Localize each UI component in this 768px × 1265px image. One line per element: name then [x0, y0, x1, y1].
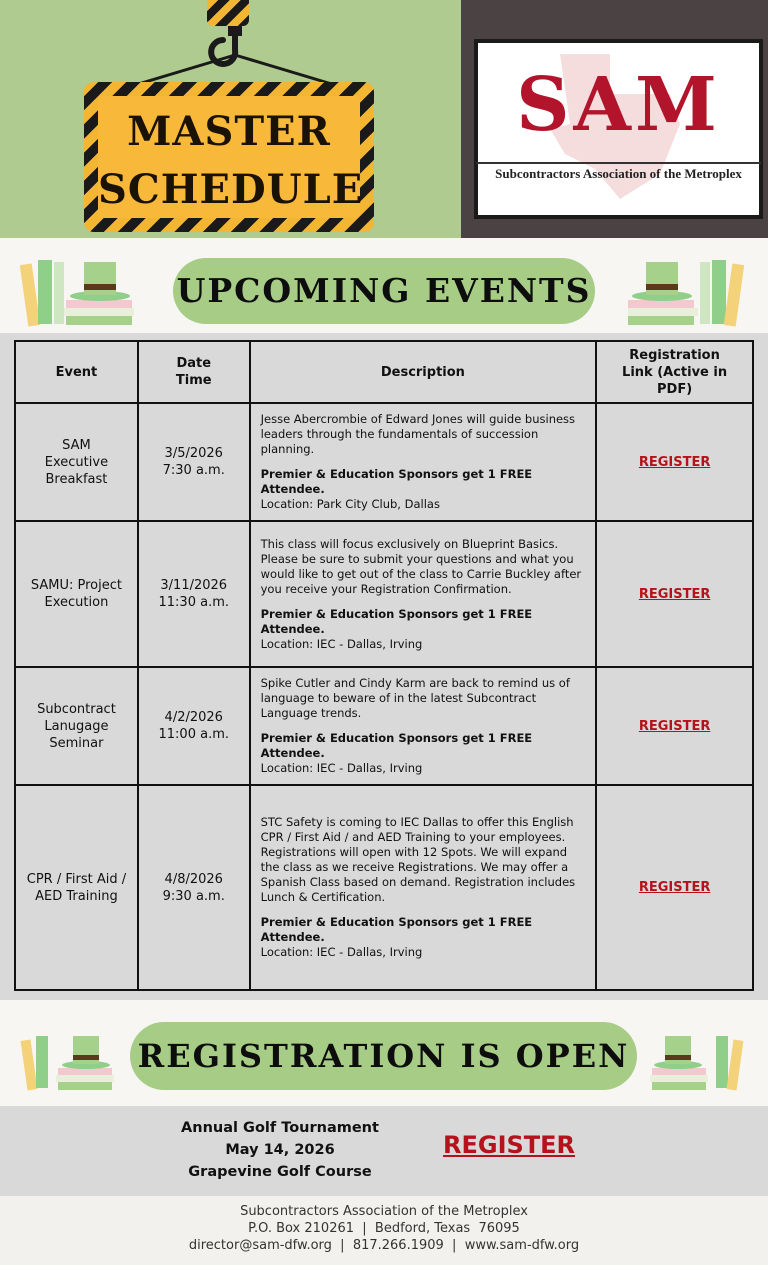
register-link[interactable]: REGISTER: [638, 880, 711, 895]
footer-contact: [0, 1203, 768, 1254]
description-text: Spike Cutler and Cindy Karm are back to remind us of language to beware of in the latest Subcontract Language trends.: [260, 676, 570, 720]
registration-cell: [596, 667, 753, 785]
table-row: [15, 403, 753, 521]
event-location: Location: IEC - Dallas, Irving: [260, 636, 423, 651]
registration-cell: [596, 403, 753, 521]
books-hat-icon: [20, 252, 136, 328]
golf-register-link[interactable]: REGISTER: [443, 1131, 576, 1159]
event-name: [15, 403, 138, 521]
event-datetime: [138, 521, 250, 667]
event-name-text: CPR / First Aid / AED Training: [26, 871, 127, 904]
event-date: 3/11/2026: [160, 578, 228, 593]
sign-title-line1: MASTER: [127, 108, 331, 155]
header-event: Event: [15, 341, 138, 403]
event-description: [250, 785, 597, 990]
golf-details: [170, 1117, 390, 1183]
header-date-time-label: Date Time: [175, 356, 212, 388]
books-hat-icon: [20, 1030, 116, 1092]
sign-title-line2: SCHEDULE: [98, 166, 364, 213]
event-location: Location: IEC - Dallas, Irving: [260, 761, 423, 775]
event-time: 11:00 a.m.: [158, 727, 229, 742]
footer-contact-line: director@sam-dfw.org | 817.266.1909 | www.sam-dfw.org: [188, 1238, 580, 1253]
event-name: [15, 521, 138, 667]
event-date: 3/5/2026: [164, 446, 223, 461]
event-name-text: SAM Executive Breakfast: [44, 437, 109, 487]
table-header-row: [15, 341, 753, 403]
event-name: [15, 785, 138, 990]
event-time: 7:30 a.m.: [162, 463, 225, 478]
logo-subtitle: Subcontractors Association of the Metroplex: [476, 162, 761, 182]
event-location: Location: IEC - Dallas, Irving: [260, 945, 423, 959]
description-text: This class will focus exclusively on Blueprint Basics. Please be sure to submit your questions and what you would like to get out of the class to Carrie Buckley after you receive your Registration Confirmation.: [260, 536, 582, 596]
event-datetime: [138, 785, 250, 990]
hook-stripe: [207, 0, 249, 26]
footer-address: P.O. Box 210261 | Bedford, Texas 76095: [248, 1221, 520, 1236]
event-name-text: SAMU: Project Execution: [30, 578, 122, 610]
event-description: [250, 667, 597, 785]
header-description: Description: [250, 341, 597, 403]
event-time: 9:30 a.m.: [162, 888, 225, 904]
description-text: Jesse Abercrombie of Edward Jones will guide business leaders through the fundamentals of succession planning.: [260, 412, 576, 456]
sponsor-note: Premier & Education Sponsors get 1 FREE Attendee.: [260, 915, 533, 944]
registration-cell: [596, 521, 753, 667]
golf-venue: Grapevine Golf Course: [188, 1164, 372, 1180]
sponsor-note: Premier & Education Sponsors get 1 FREE Attendee.: [260, 731, 533, 760]
event-date: 4/2/2026: [164, 710, 223, 725]
description-text: STC Safety is coming to IEC Dallas to offer this English CPR / First Aid / and AED Training to your employees. Registrations will open with 12 Spots. We will expand the class as we receive Registrations. We may offer a Spanish Class based on demand. Registration includes Lunch & Certification.: [260, 815, 576, 904]
registration-cell: [596, 785, 753, 990]
sponsor-note: Premier & Education Sponsors get 1 FREE Attendee.: [260, 606, 533, 636]
golf-title: Annual Golf Tournament: [181, 1120, 379, 1136]
header-registration: [596, 341, 753, 403]
event-location: Location: Park City Club, Dallas: [260, 497, 440, 511]
register-link[interactable]: REGISTER: [638, 454, 711, 470]
event-datetime: [138, 667, 250, 785]
table-row: [15, 667, 753, 785]
logo-wordmark: SAM: [516, 62, 721, 148]
upcoming-events-heading: UPCOMING EVENTS: [173, 258, 595, 324]
event-description: [250, 403, 597, 521]
event-time: 11:30 a.m.: [158, 595, 229, 610]
table-row: [15, 785, 753, 990]
books-hat-icon: [650, 1030, 746, 1092]
header-date-time: [138, 341, 250, 403]
event-date: 4/8/2026: [164, 871, 223, 887]
register-link[interactable]: REGISTER: [638, 718, 711, 734]
register-link[interactable]: REGISTER: [638, 586, 711, 602]
table-row: [15, 521, 753, 667]
event-datetime: [138, 403, 250, 521]
event-name-text: Subcontract Lanugage Seminar: [37, 701, 116, 751]
golf-date: May 14, 2026: [225, 1142, 335, 1158]
books-hat-icon: [628, 252, 744, 328]
sponsor-note: Premier & Education Sponsors get 1 FREE Attendee.: [260, 467, 533, 496]
event-description: [250, 521, 597, 667]
header-registration-label: Registration Link (Active in PDF): [622, 347, 728, 397]
registration-open-heading: REGISTRATION IS OPEN: [130, 1022, 637, 1090]
event-name: [15, 667, 138, 785]
footer-org-name: Subcontractors Association of the Metroplex: [240, 1204, 528, 1219]
events-table: [14, 340, 754, 991]
